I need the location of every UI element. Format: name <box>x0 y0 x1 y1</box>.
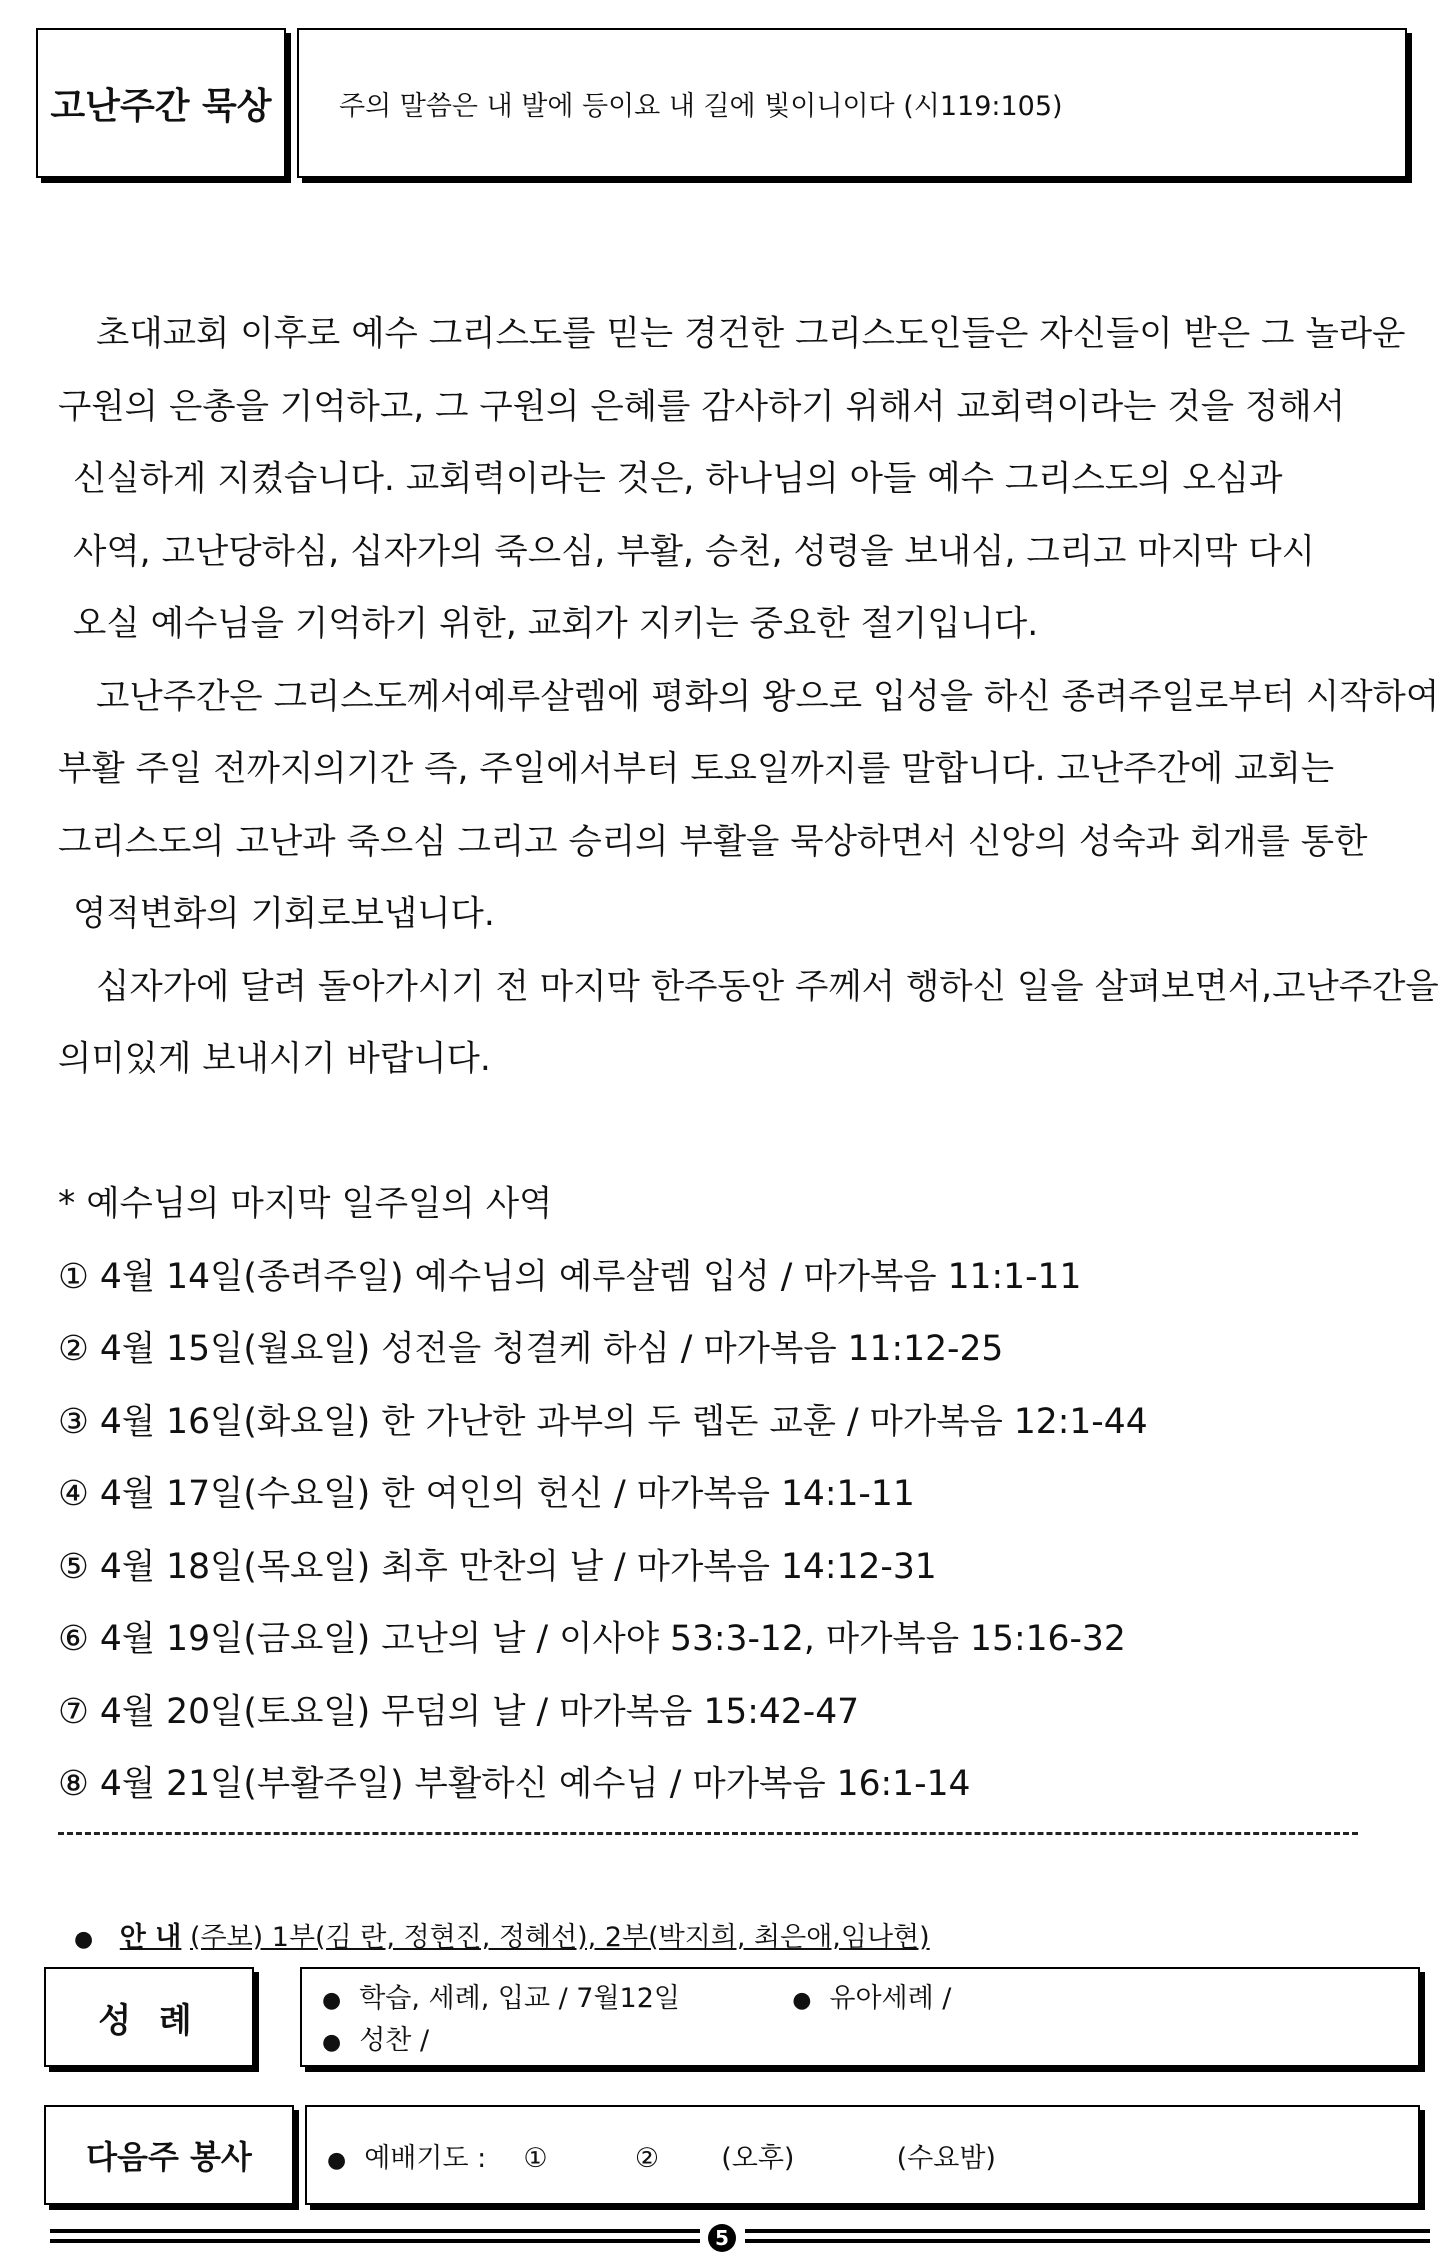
service-slot: (오후) <box>721 2142 795 2174</box>
paragraph-line: 영적변화의 기회로보냅니다. <box>73 894 495 934</box>
notice-details: (주보) 1부(김 란, 정현진, 정혜선), 2부(박지희, 최은애,임나현) <box>189 1922 930 1953</box>
schedule-item: ⑤ 4월 18일(목요일) 최후 만찬의 날 / 마가복음 14:12-31 <box>58 1546 937 1587</box>
notice-heading: 안 내 <box>119 1922 182 1953</box>
sacrament-item: 유아세례 / <box>829 1983 952 2014</box>
schedule-title: * 예수님의 마지막 일주일의 사역 <box>58 1184 553 1224</box>
notice-line <box>74 1915 930 1954</box>
bullet-icon: ● <box>322 2030 342 2055</box>
sacrament-label: 성 례 <box>44 1967 254 2067</box>
page-number: 5 <box>708 2224 736 2252</box>
paragraph-line: 십자가에 달려 돌아가시기 전 마지막 한주동안 주께서 행하신 일을 살펴보면서,고난주간을 <box>96 966 1439 1007</box>
service-label: 다음주 봉사 <box>44 2105 294 2205</box>
bullet-icon: ● <box>792 1988 812 2013</box>
service-slot: ② <box>634 2142 660 2174</box>
schedule-item: ② 4월 15일(월요일) 성전을 청결케 하심 / 마가복음 11:12-25 <box>58 1329 1004 1369</box>
sacrament-item: 성찬 / <box>359 2025 430 2056</box>
bullet-icon: ● <box>327 2147 347 2173</box>
bullet-icon: ● <box>74 1927 94 1952</box>
paragraph-line: 의미있게 보내시기 바랍니다. <box>58 1039 491 1079</box>
paragraph-line: 부활 주일 전까지의기간 즉, 주일에서부터 토요일까지를 말합니다. 고난주간에 교회는 <box>58 749 1335 789</box>
paragraph-line: 구원의 은총을 기억하고, 그 구원의 은혜를 감사하기 위해서 교회력이라는 것을 정해서 <box>58 386 1346 427</box>
service-slot: ① <box>523 2142 548 2174</box>
section-title: 고난주간 묵상 <box>36 28 286 178</box>
paragraph-line: 오실 예수님을 기억하기 위한, 교회가 지키는 중요한 절기입니다. <box>73 604 1039 644</box>
paragraph-line: 고난주간은 그리스도께서예루살렘에 평화의 왕으로 입성을 하신 종려주일로부터 시작하여 <box>96 676 1440 717</box>
schedule-item: ⑦ 4월 20일(토요일) 무덤의 날 / 마가복음 15:42-47 <box>58 1691 860 1732</box>
schedule-item: ⑧ 4월 21일(부활주일) 부활하신 예수님 / 마가복음 16:1-14 <box>58 1764 971 1804</box>
schedule-item: ③ 4월 16일(화요일) 한 가난한 과부의 두 렙돈 교훈 / 마가복음 12:1-44 <box>58 1401 1148 1442</box>
sacrament-box <box>300 1967 1420 2067</box>
meditation-body <box>58 298 1440 1821</box>
paragraph-line: 사역, 고난당하심, 십자가의 죽으심, 부활, 승천, 성령을 보내심, 그리고 마지막 다시 <box>73 531 1315 572</box>
service-slot: (수요밤) <box>896 2142 996 2174</box>
verse-box <box>297 28 1407 178</box>
paragraph-line: 초대교회 이후로 예수 그리스도를 믿는 경건한 그리스도인들은 자신들이 받은 그 놀라운 <box>96 314 1406 354</box>
sacrament-item: 학습, 세례, 입교 / 7월12일 <box>359 1983 680 2014</box>
scripture-verse: 주의 말씀은 내 발에 등이요 내 길에 빛이니이다 (시119:105) <box>339 90 1063 122</box>
schedule-item: ⑥ 4월 19일(금요일) 고난의 날 / 이사야 53:3-12, 마가복음 15:16-32 <box>58 1619 1126 1659</box>
dashed-divider <box>58 1832 1358 1835</box>
schedule-item: ④ 4월 17일(수요일) 한 여인의 헌신 / 마가복음 14:1-11 <box>58 1474 915 1514</box>
bullet-icon: ● <box>322 1988 342 2013</box>
footer-rule <box>50 2223 1430 2251</box>
service-box <box>305 2105 1420 2205</box>
schedule-item: ① 4월 14일(종려주일) 예수님의 예루살렘 입성 / 마가복음 11:1-11 <box>58 1256 1082 1297</box>
paragraph-line: 신실하게 지켰습니다. 교회력이라는 것은, 하나님의 아들 예수 그리스도의 오심과 <box>73 459 1283 499</box>
prayer-label: 예배기도 : <box>364 2142 487 2174</box>
paragraph-line: 그리스도의 고난과 죽으심 그리고 승리의 부활을 묵상하면서 신앙의 성숙과 회개를 통한 <box>58 821 1368 862</box>
